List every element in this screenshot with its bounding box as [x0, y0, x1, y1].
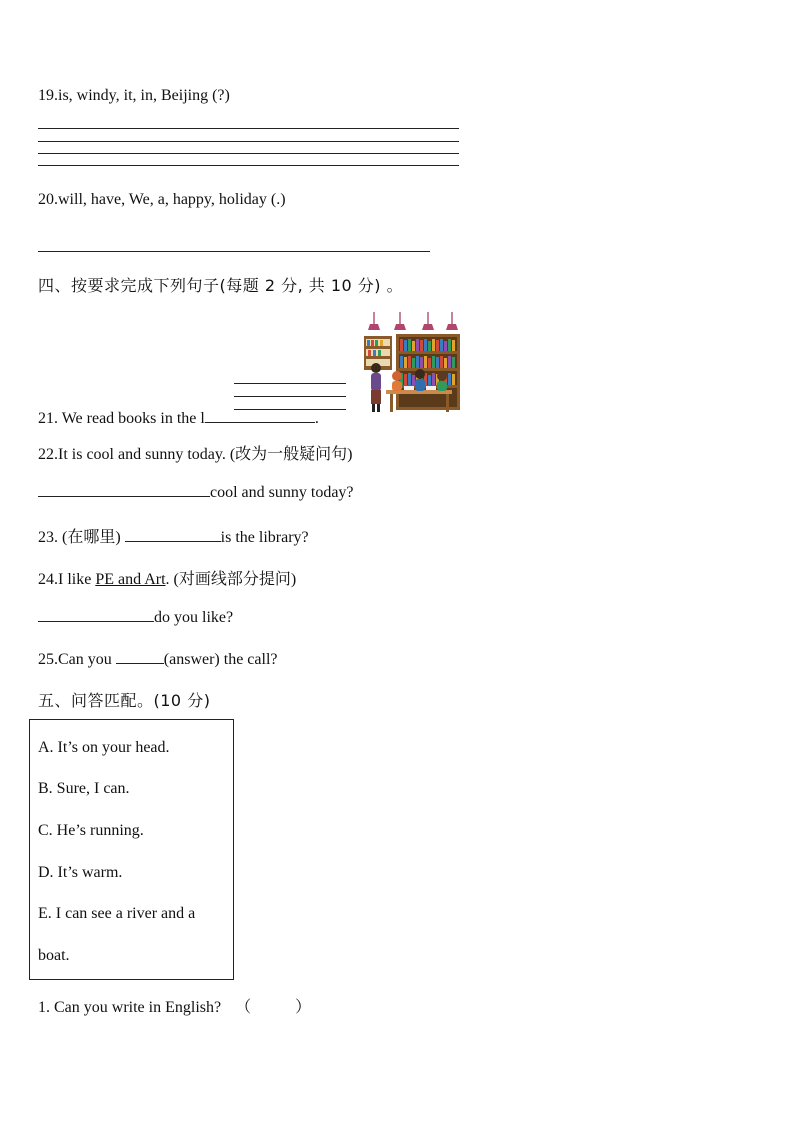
question-text: It is cool and sunny today. (改为一般疑问句)	[58, 446, 353, 463]
match-question-1	[38, 994, 311, 1017]
answer-blank[interactable]	[125, 527, 221, 542]
question-text: . We read books in the l	[54, 410, 205, 427]
section-5-heading: 五、问答匹配。(10 分)	[38, 691, 211, 710]
answer-line[interactable]	[38, 153, 459, 154]
section-4-heading: 四、按要求完成下列句子(每题 2 分, 共 10 分) 。	[38, 276, 404, 295]
options-box	[29, 719, 234, 980]
question-23	[38, 524, 309, 547]
question-number: 21	[38, 410, 54, 427]
answer-blank[interactable]	[116, 649, 164, 664]
question-after: (answer) the call?	[163, 651, 278, 668]
answer-tail: cool and sunny today?	[210, 484, 354, 501]
question-hint: (在哪里)	[58, 529, 125, 546]
answer-line[interactable]	[38, 128, 459, 129]
option-b: B. Sure, I can.	[38, 780, 130, 797]
word-box-line	[234, 396, 346, 397]
question-19	[38, 87, 230, 105]
question-21	[38, 408, 319, 428]
question-22	[38, 441, 353, 464]
question-after: . (对画线部分提问)	[165, 571, 297, 588]
answer-line[interactable]	[38, 251, 430, 252]
question-number: 19.	[38, 87, 58, 104]
question-before: I like	[58, 571, 96, 588]
question-words: will, have, We, a, happy, holiday (.)	[58, 191, 286, 208]
question-24	[38, 566, 296, 589]
question-number: 22.	[38, 446, 58, 463]
answer-24	[38, 607, 233, 627]
question-words: is, windy, it, in, Beijing (?)	[58, 87, 230, 104]
question-25	[38, 649, 278, 669]
option-c: C. He’s running.	[38, 822, 144, 839]
option-a: A. It’s on your head.	[38, 739, 170, 756]
question-before: Can you	[58, 651, 116, 668]
question-number: 23.	[38, 529, 58, 546]
answer-line[interactable]	[38, 165, 459, 166]
question-number: 24.	[38, 571, 58, 588]
match-question-text: 1. Can you write in English?	[38, 999, 222, 1016]
answer-blank[interactable]	[38, 607, 154, 622]
answer-22	[38, 482, 354, 502]
question-number: 20.	[38, 191, 58, 208]
word-box-line	[234, 383, 346, 384]
question-20	[38, 191, 286, 209]
answer-blank[interactable]	[38, 482, 210, 497]
underlined-phrase: PE and Art	[95, 571, 166, 588]
answer-paren-close: ）	[295, 999, 312, 1016]
library-illustration-icon	[362, 312, 462, 416]
question-end: .	[314, 410, 319, 427]
question-tail: is the library?	[220, 529, 309, 546]
answer-line[interactable]	[38, 141, 459, 142]
option-e-continued: boat.	[38, 947, 70, 964]
answer-tail: do you like?	[154, 609, 234, 626]
answer-blank[interactable]	[205, 408, 315, 423]
answer-paren-open: （	[235, 999, 252, 1016]
option-d: D. It’s warm.	[38, 864, 123, 881]
question-number: 25.	[38, 651, 58, 668]
option-e: E. I can see a river and a	[38, 905, 196, 922]
